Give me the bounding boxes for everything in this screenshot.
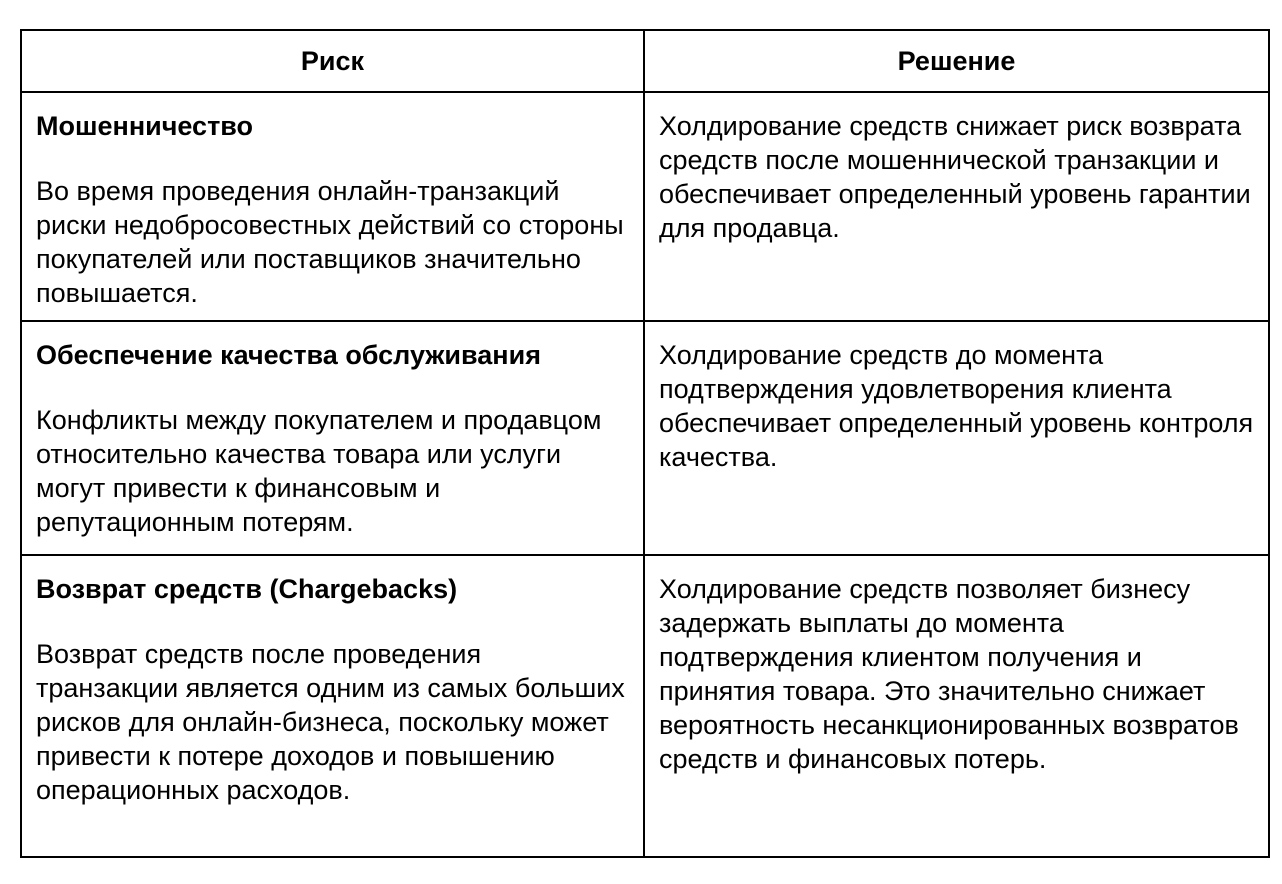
risk-cell [21, 92, 644, 321]
risk-cell [21, 555, 644, 857]
risk-solution-table [20, 29, 1270, 858]
header-row [21, 30, 1269, 92]
header-risk: Риск [21, 30, 644, 92]
risk-title: Мошенничество [36, 111, 254, 141]
risk-description: Возврат средств после проведения транзакции является одним из самых больших рисков для онлайн-бизнеса, поскольку может привести к потере доходов и повышению операционных расходов. [36, 639, 625, 805]
header-solution: Решение [644, 30, 1269, 92]
table-header [21, 30, 1269, 92]
risk-description: Конфликты между покупателем и продавцом относительно качества товара или услуги могут привести к финансовым и репутационным потерям. [36, 405, 602, 537]
table-row [21, 555, 1269, 857]
risk-cell [21, 321, 644, 555]
risk-title: Возврат средств (Chargebacks) [36, 574, 458, 604]
table-body [21, 92, 1269, 857]
solution-cell [644, 321, 1269, 555]
risk-title: Обеспечение качества обслуживания [36, 340, 541, 370]
solution-text: Холдирование средств позволяет бизнесу задержать выплаты до момента подтверждения клиентом получения и принятия товара. Это значительно снижает вероятность несанкционированных возвратов средств и финансовых потерь. [659, 574, 1239, 774]
solution-text: Холдирование средств снижает риск возврата средств после мошеннической транзакции и обеспечивает определенный уровень гарантии для продавца. [659, 111, 1251, 243]
solution-cell [644, 555, 1269, 857]
table-row [21, 92, 1269, 321]
table-row [21, 321, 1269, 555]
solution-text: Холдирование средств до момента подтверждения удовлетворения клиента обеспечивает определенный уровень контроля качества. [659, 340, 1254, 472]
solution-cell [644, 92, 1269, 321]
risk-description: Во время проведения онлайн-транзакций риски недобросовестных действий со стороны покупателей или поставщиков значительно повышается. [36, 176, 624, 308]
